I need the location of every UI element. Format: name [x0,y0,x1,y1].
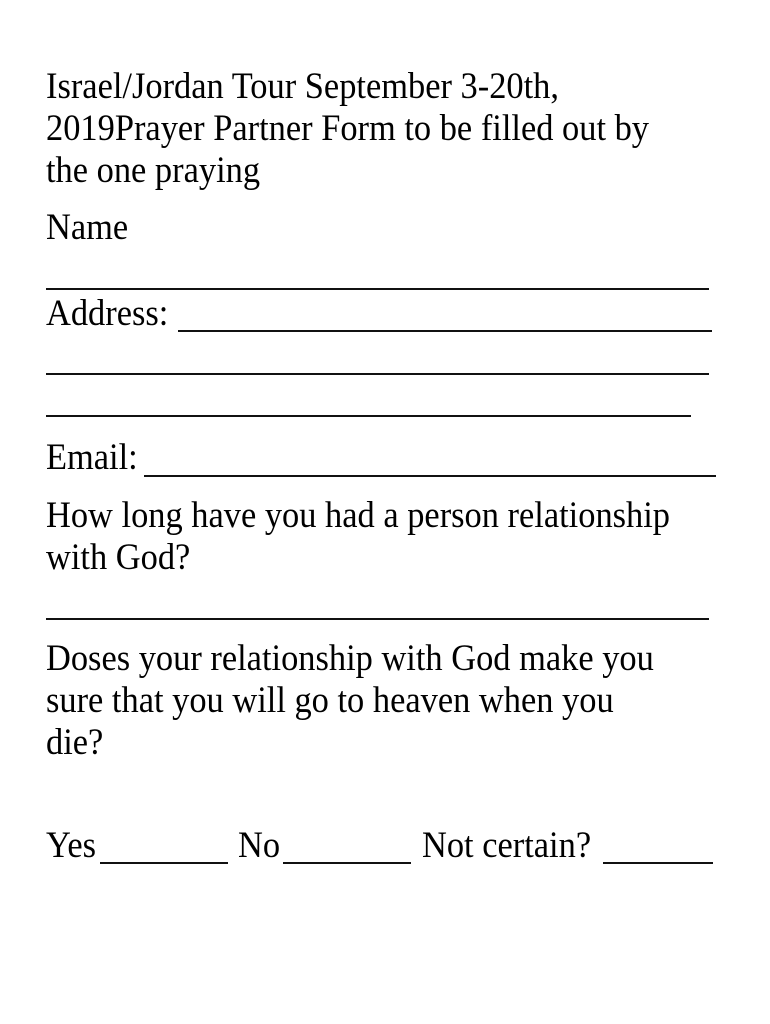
form-title-line-3: the one praying [46,150,261,191]
no-answer-line[interactable] [283,862,411,864]
question-1-line-2: with God? [46,537,191,578]
form-title-line-1: Israel/Jordan Tour September 3-20th, [46,66,559,107]
no-label: No [238,825,281,866]
question-2-line-2: sure that you will go to heaven when you [46,680,614,721]
name-input-line[interactable] [46,288,709,290]
question-2-line-1: Doses your relationship with God make you [46,638,654,679]
question-2-line-3: die? [46,722,104,763]
name-label: Name [46,207,129,248]
email-input-line[interactable] [144,475,716,477]
address-input-line-2[interactable] [46,373,709,375]
address-input-line-1[interactable] [178,330,712,332]
yes-answer-line[interactable] [100,862,228,864]
yes-label: Yes [46,825,97,866]
address-input-line-3[interactable] [46,415,691,417]
not-certain-answer-line[interactable] [603,862,713,864]
email-label: Email: [46,437,138,478]
question-1-line-1: How long have you had a person relationship [46,495,671,536]
address-label: Address: [46,293,169,334]
not-certain-label: Not certain? [422,825,592,866]
question-1-answer-line[interactable] [46,618,709,620]
form-title-line-2: 2019Prayer Partner Form to be filled out by [46,108,650,149]
